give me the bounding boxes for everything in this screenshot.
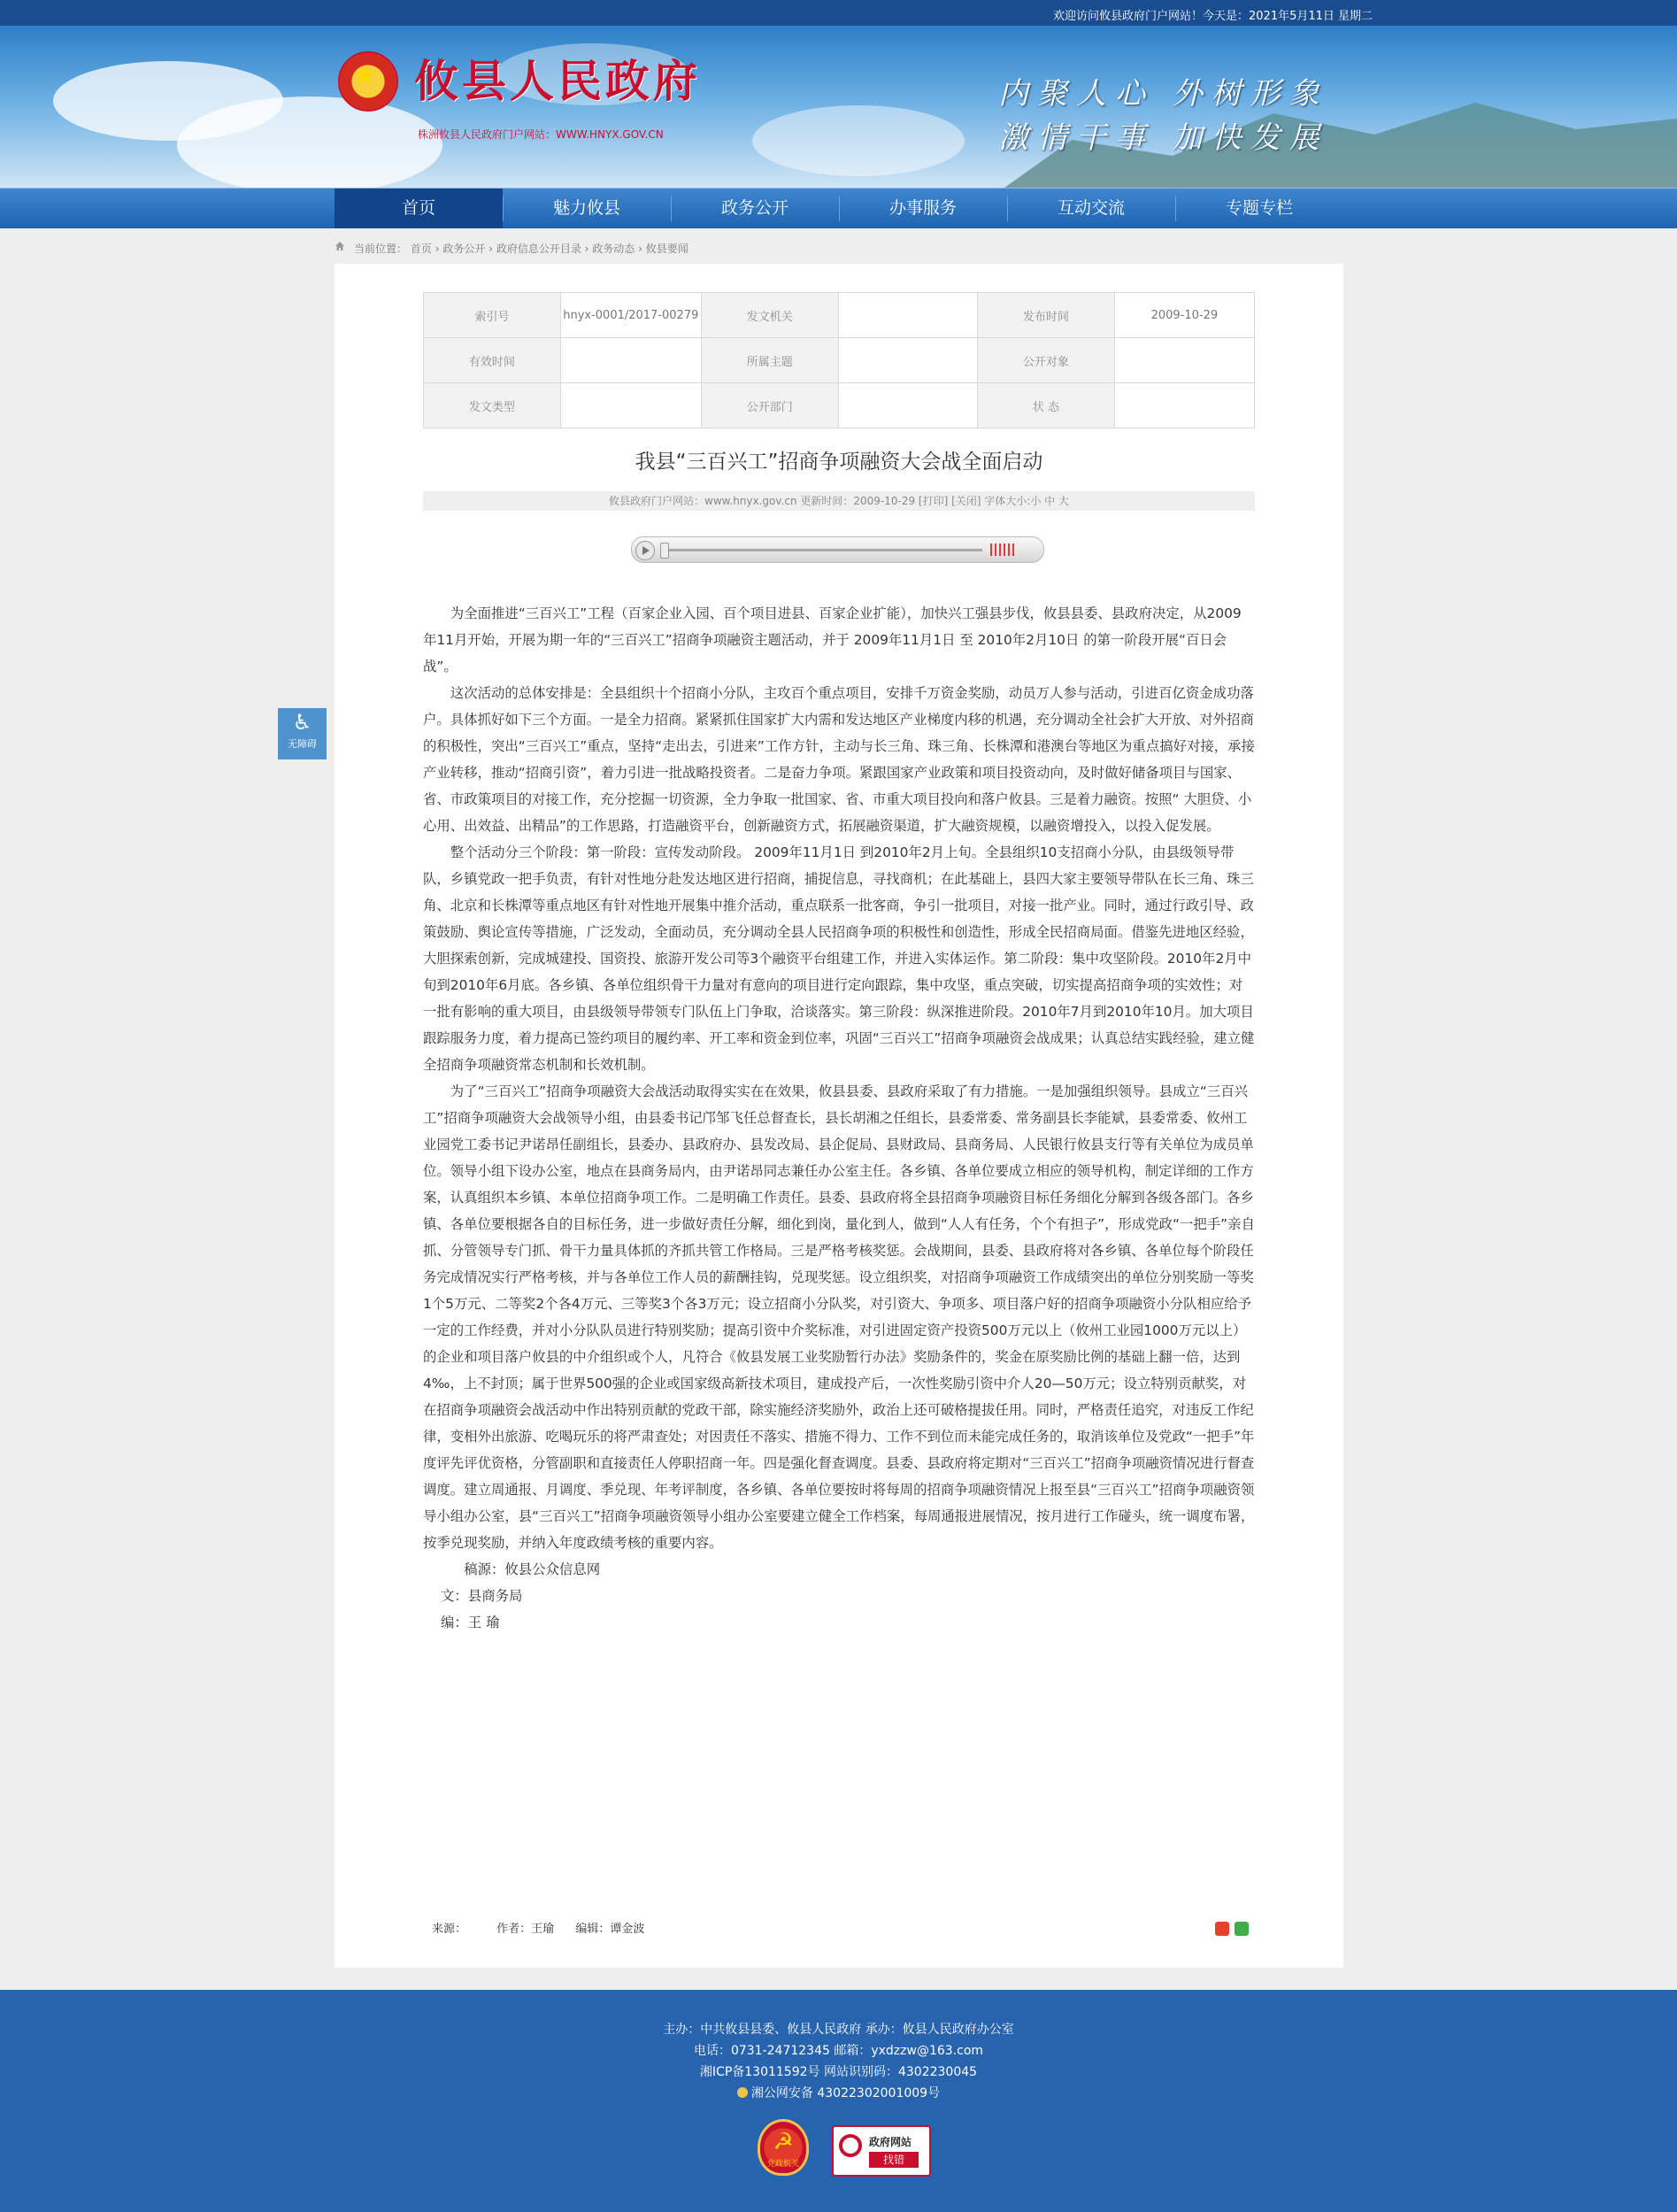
doc-meta-table bbox=[423, 292, 1255, 428]
meta-status-value bbox=[1114, 383, 1254, 428]
meta-valid-label: 有效时间 bbox=[424, 338, 561, 383]
meta-target-label: 公开对象 bbox=[977, 338, 1114, 383]
article-body bbox=[423, 600, 1255, 1636]
share-weibo-icon[interactable] bbox=[1215, 1922, 1229, 1936]
gov-website-label: 政府网站 bbox=[869, 2136, 912, 2148]
wheelchair-icon: ♿ bbox=[292, 710, 312, 735]
breadcrumb-link-county-news[interactable]: 攸县要闻 bbox=[645, 243, 688, 255]
gov-website-error-badge[interactable] bbox=[832, 2125, 931, 2177]
accessibility-label: 无障碍 bbox=[288, 738, 317, 750]
slogan-line-2: 激情干事 加快发展 bbox=[998, 120, 1328, 156]
meta-doctype-label: 发文类型 bbox=[424, 383, 561, 428]
meta-status-label: 状 态 bbox=[977, 383, 1114, 428]
audio-player bbox=[631, 536, 1044, 563]
footer-editor: 编辑：谭金波 bbox=[575, 1923, 645, 1936]
volume-icon[interactable] bbox=[990, 543, 1017, 556]
meta-valid-value bbox=[560, 338, 701, 383]
article-title: 我县“三百兴工”招商争项融资大会战全面启动 bbox=[635, 451, 1043, 474]
national-emblem-icon: ★ bbox=[338, 51, 398, 112]
police-badge-icon bbox=[737, 2087, 748, 2098]
play-button[interactable] bbox=[635, 541, 655, 560]
footer-sponsor: 主办：中共攸县县委、攸县人民政府 承办：攸县人民政府办公室 bbox=[663, 2023, 1014, 2037]
breadcrumb-link-home[interactable]: 首页 bbox=[410, 243, 432, 255]
meta-target-value bbox=[1114, 338, 1254, 383]
error-report-label: 找错 bbox=[869, 2152, 919, 2168]
home-icon bbox=[335, 241, 345, 251]
share-wechat-icon[interactable] bbox=[1235, 1922, 1249, 1936]
meta-pubdate-label: 发布时间 bbox=[977, 293, 1114, 338]
top-bar bbox=[0, 0, 1677, 26]
meta-topic-value bbox=[838, 338, 977, 383]
main-nav bbox=[0, 188, 1677, 228]
nav-item-interaction[interactable]: 互动交流 bbox=[1057, 198, 1125, 218]
article-author-line: 文：县商务局 bbox=[441, 1588, 523, 1604]
welcome-text: 欢迎访问攸县政府门户网站！今天是：2021年5月11日 星期二 bbox=[1053, 10, 1373, 23]
meta-issuer-value bbox=[838, 293, 977, 338]
magnifier-icon bbox=[839, 2134, 862, 2157]
nav-item-gov-affairs[interactable]: 政务公开 bbox=[720, 198, 788, 218]
meta-index-label: 索引号 bbox=[424, 293, 561, 338]
breadcrumb: 当前位置： 首页 › 政务公开 › 政府信息公开目录 › 政务动态 › 攸县要闻 bbox=[354, 243, 688, 255]
breadcrumb-link-news[interactable]: 政务动态 bbox=[592, 243, 635, 255]
footer-contact: 电话：0731-24712345 邮箱：yxdzzw@163.com bbox=[693, 2044, 984, 2058]
article-paragraph: 这次活动的总体安排是：全县组织十个招商小分队，主攻百个重点项目，安排千万资金奖励，动员万人参与活动，引进百亿资金成功落户。具体抓好如下三个方面。一是全力招商。紧紧抓住国家扩大内需和发达地区产业梯度内移的机遇，充分调动全社会扩大开放、对外招商的积极性，突出“三百兴工”重点，坚持“走出去，引进来”工作方针，主动与长三角、珠三角、长株潭和港澳台等地区为重点搞好对接，承接产业转移，推动“招商引资”，着力引进一批战略投资者。二是奋力争项。紧跟国家产业政策和项目投资动向，及时做好储备项目与国家、省、市政策项目的对接工作，充分挖掘一切资源，全力争取一批国家、省、市重大项目投向和落户攸县。三是着力融资。按照“ 大胆贷、小心用、出效益、出精品”的工作思路，打造融资平台，创新融资方式，拓展融资渠道，扩大融资规模，以融资增投入，以投入促发展。 bbox=[423, 685, 1255, 834]
article-paragraph: 整个活动分三个阶段：第一阶段：宣传发动阶段。 2009年11月1日 到2010年2月上旬。全县组织10支招商小分队，由县级领导带队，乡镇党政一把手负责，有针对性地分赴发达地区进行招商，捕捉信息，寻找商机；在此基础上，县四大家主要领导带队在长三角、珠三角、北京和长株潭等重点地区有针对性地开展集中推介活动，重点联系一批客商，争引一批项目，对接一批产业。同时，通过行政引导、政策鼓励、舆论宣传等措施，广泛发动，全面动员，充分调动全县人民招商争项的积极性和创造性，形成全民招商局面。借鉴先进地区经验，大胆探索创新，完成城建投、国资投、旅游开发公司等3个融资平台组建工作，并进入实体运作。第二阶段：集中攻坚阶段。2010年2月中旬到2010年6月底。各乡镇、各单位组织骨干力量对有意向的项目进行定向跟踪，集中攻坚，重点突破，切实提高招商争项的实效性；对一批有影响的重大项目，由县级领导带领专门队伍上门争取，洽谈落实。第三阶段：纵深推进阶段。2010年7月到2010年10月。加大项目跟踪服务力度，着力提高已签约项目的履约率、开工率和资金到位率，巩固“三百兴工”招商争项融资会战成果；认真总结实践经验，建立健全招商争项融资常态机制和长效机制。 bbox=[423, 844, 1255, 1073]
meta-dept-label: 公开部门 bbox=[701, 383, 838, 428]
breadcrumb-link-gov-affairs[interactable]: 政务公开 bbox=[442, 243, 486, 255]
content-panel bbox=[335, 264, 1343, 1968]
audio-progress-track[interactable] bbox=[664, 549, 982, 551]
nav-item-home[interactable]: 首页 bbox=[335, 189, 503, 228]
nav-item-charm[interactable]: 魅力攸县 bbox=[552, 198, 620, 218]
article-source-line: 稿源：攸县公众信息网 bbox=[464, 1561, 601, 1577]
nav-item-services[interactable]: 办事服务 bbox=[889, 198, 957, 218]
footer-author: 作者：王瑜 bbox=[496, 1923, 555, 1936]
footer-icp[interactable]: 湘ICP备13011592号 网站识别码：4302230045 bbox=[699, 2065, 978, 2079]
accessibility-button[interactable] bbox=[278, 708, 327, 759]
breadcrumb-prefix: 当前位置： bbox=[354, 243, 408, 255]
article-footer-meta bbox=[432, 1919, 644, 1936]
article-paragraph: 为全面推进“三百兴工”工程（百家企业入园、百个项目进县、百家企业扩能），加快兴工强县步伐，攸县县委、县政府决定，从2009年11月开始，开展为期一年的“三百兴工”招商争项融资主题活动，并于 2009年11月1日 至 2010年2月10日 的第一阶段开展“百日会战”。 bbox=[423, 605, 1242, 674]
meta-topic-label: 所属主题 bbox=[701, 338, 838, 383]
footer-police-record[interactable]: 湘公网安备 43022302001009号 bbox=[0, 2084, 1677, 2101]
site-subtitle: 株洲攸县人民政府门户网站：WWW.HNYX.GOV.CN bbox=[418, 128, 664, 141]
meta-index-value: hnyx-0001/2017-00279 bbox=[560, 293, 701, 338]
meta-issuer-label: 发文机关 bbox=[701, 293, 838, 338]
footer-source: 来源： bbox=[432, 1923, 467, 1936]
meta-pubdate-value: 2009-10-29 bbox=[1114, 293, 1254, 338]
party-gov-badge-label: 党政机关 bbox=[766, 2160, 799, 2169]
meta-dept-value bbox=[838, 383, 977, 428]
meta-doctype-value bbox=[560, 383, 701, 428]
article-paragraph: 为了“三百兴工”招商争项融资大会战活动取得实实在在效果，攸县县委、县政府采取了有力措施。一是加强组织领导。县成立“三百兴工”招商争项融资大会战领导小组，由县委书记邝邹飞任总督查长，县长胡湘之任组长，县委常委、常务副县长李能斌，县委常委、攸州工业园党工委书记尹诺昂任副组长，县委办、县政府办、县发改局、县企促局、县财政局、县商务局、人民银行攸县支行等有关单位为成员单位。领导小组下设办公室，地点在县商务局内，由尹诺昂同志兼任办公室主任。各乡镇、各单位要成立相应的领导机构，制定详细的工作方案，认真组织本乡镇、本单位招商争项工作。二是明确工作责任。县委、县政府将全县招商争项融资目标任务细化分解到各级各部门。各乡镇、各单位要根据各自的目标任务，进一步做好责任分解，细化到岗，量化到人，做到“人人有任务，个个有担子”，形成党政“一把手”亲自抓、分管领导专门抓、骨干力量具体抓的齐抓共管工作格局。三是严格考核奖惩。会战期间，县委、县政府将对各乡镇、各单位每个阶段任务完成情况实行严格考核，并与各单位工作人员的薪酬挂钩，兑现奖惩。设立组织奖，对招商争项融资工作成绩突出的单位分别奖励一等奖1个5万元、二等奖2个各4万元、三等奖3个各3万元；设立招商小分队奖，对引资大、争项多、项目落户好的招商争项融资小分队相应给予一定的工作经费，并对小分队队员进行特别奖励；提高引资中介奖标准，对引进固定资产投资500万元以上（攸州工业园1000万元以上）的企业和项目落户攸县的中介组织或个人，凡符合《攸县发展工业奖励暂行办法》奖励条件的，奖金在原奖励比例的基础上翻一倍，达到4‰，上不封顶；属于世界500强的企业或国家级高新技术项目，建成投产后，一次性奖励引资中介人20—50万元；设立特别贡献奖，对在招商争项融资会战活动中作出特别贡献的党政干部，除实施经济奖励外，政治上还可破格提拔任用。同时，严格责任追究，对违反工作纪律，变相外出旅游、吃喝玩乐的将严肃查处；对因责任不落实、措施不得力、工作不到位而未能完成任务的，取消该单位及党政“一把手”年度评先评优资格，分管副职和直接责任人停职招商一年。四是强化督查调度。县委、县政府将定期对“三百兴工”招商争项融资情况进行督查调度。建立周通报、月调度、季兑现、年考评制度，各乡镇、各单位要按时将每周的招商争项融资情况上报至县“三百兴工”招商争项融资领导小组办公室，县“三百兴工”招商争项融资领导小组办公室要建立健全工作档案，每周通报进展情况，按月进行工作碰头，统一调度布署，按季兑现奖励，并纳入年度政绩考核的重要内容。 bbox=[423, 1083, 1255, 1551]
header-banner bbox=[0, 26, 1677, 188]
party-gov-badge[interactable] bbox=[758, 2119, 809, 2176]
breadcrumb-link-catalog[interactable]: 政府信息公开目录 bbox=[496, 243, 581, 255]
slogan-line-1: 内聚人心 外树形象 bbox=[998, 76, 1328, 112]
party-emblem-icon: ☭ bbox=[773, 2129, 794, 2155]
article-editor-line: 编：王 瑜 bbox=[441, 1615, 500, 1630]
site-title: 攸县人民政府 bbox=[414, 55, 701, 107]
nav-item-topics[interactable]: 专题专栏 bbox=[1225, 198, 1293, 218]
audio-progress-handle[interactable] bbox=[660, 543, 669, 559]
article-info-bar: 攸县政府门户网站：www.hnyx.gov.cn 更新时间：2009-10-29 [打印] [关闭] 字体大小:小 中 大 bbox=[423, 491, 1255, 511]
